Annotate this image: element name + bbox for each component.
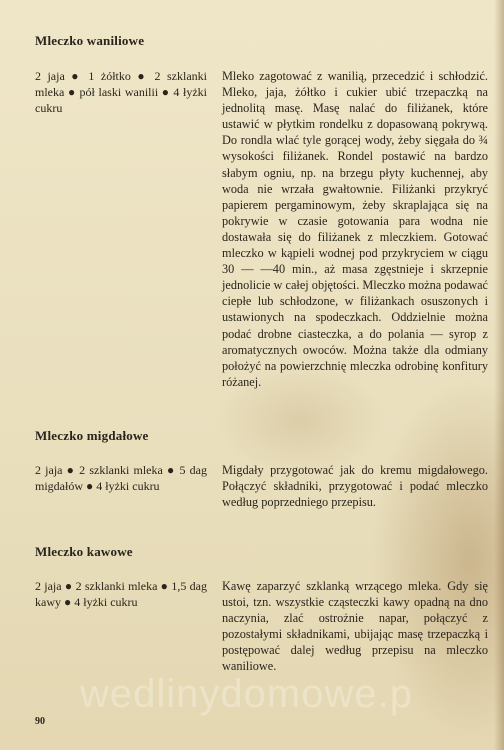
site-watermark: wedlinydomowe.p [80, 672, 413, 716]
recipe-method-vanilla: Mleko zagotować z wanilią, przecedzić i schłodzić. Mleko, jaja, żółtko i cukier ubić trzepaczką na jednolitą masę. Masę nalać do filiżanek, które ustawić w płytkim rondelku z dopasowaną pokrywą. Do rondla wlać tyle gorącej wody, żeby sięgała do ¾ wysokości filiżanek. Rondel postawić na bardzo słabym ogniu, np. na brzegu płyty kuchennej, aby woda nie wrzała gwałtownie. Filiżanki przykryć papierem pergaminowym, żeby skraplająca się na pokrywie w czasie gotowania para wodna nie dostawała się do filiżanek z mleczkiem. Gotować mleczko w kąpieli wodnej pod przykryciem w ciągu 30 — —40 min., aż masa zgęstnieje i skrzepnie jednolicie w całej objętości. Mleczko można podawać ciepłe lub schłodzone, w filiżankach osuszonych i ustawionych na spodeczkach. Oddzielnie można podać drobne ciasteczka, a do polania — syrop z aromatycznych owoców. Można także dla odmiany położyć na powierzchnię mleczka odrobinę konfitury różanej. [222, 69, 488, 389]
page-edge-shadow [494, 0, 504, 750]
recipe-ingredients-almond: 2 jaja ● 2 szklanki mleka ● 5 dag migdałów ● 4 łyżki cukru [35, 463, 207, 493]
recipe-method-almond: Migdały przygotować jak do kremu migdałowego. Połączyć składniki, przygotować i podać mleczko według poprzedniego przepisu. [222, 463, 488, 510]
page-number: 90 [35, 716, 45, 727]
recipe-ingredients-coffee: 2 jaja ● 2 szklanki mleka ● 1,5 dag kawy ● 4 łyżki cukru [35, 579, 207, 609]
recipe-title-almond: Mleczko migdałowe [35, 428, 149, 443]
recipe-title-coffee: Mleczko kawowe [35, 544, 133, 559]
recipe-method-coffee: Kawę zaparzyć szklanką wrzącego mleka. Gdy się ustoi, tzn. wszystkie cząsteczki kawy opadną na dno naczynia, zlać ostrożnie napar, połączyć z pozostałymi składnikami, ubijając masę trzepaczką i postępować dalej według przepisu na mleczko waniliowe. [222, 579, 488, 674]
recipe-title-vanilla: Mleczko waniliowe [35, 33, 145, 48]
recipe-ingredients-vanilla: 2 jaja ● 1 żółtko ● 2 szklanki mleka ● pół laski wanilii ● 4 łyżki cukru [35, 69, 207, 115]
